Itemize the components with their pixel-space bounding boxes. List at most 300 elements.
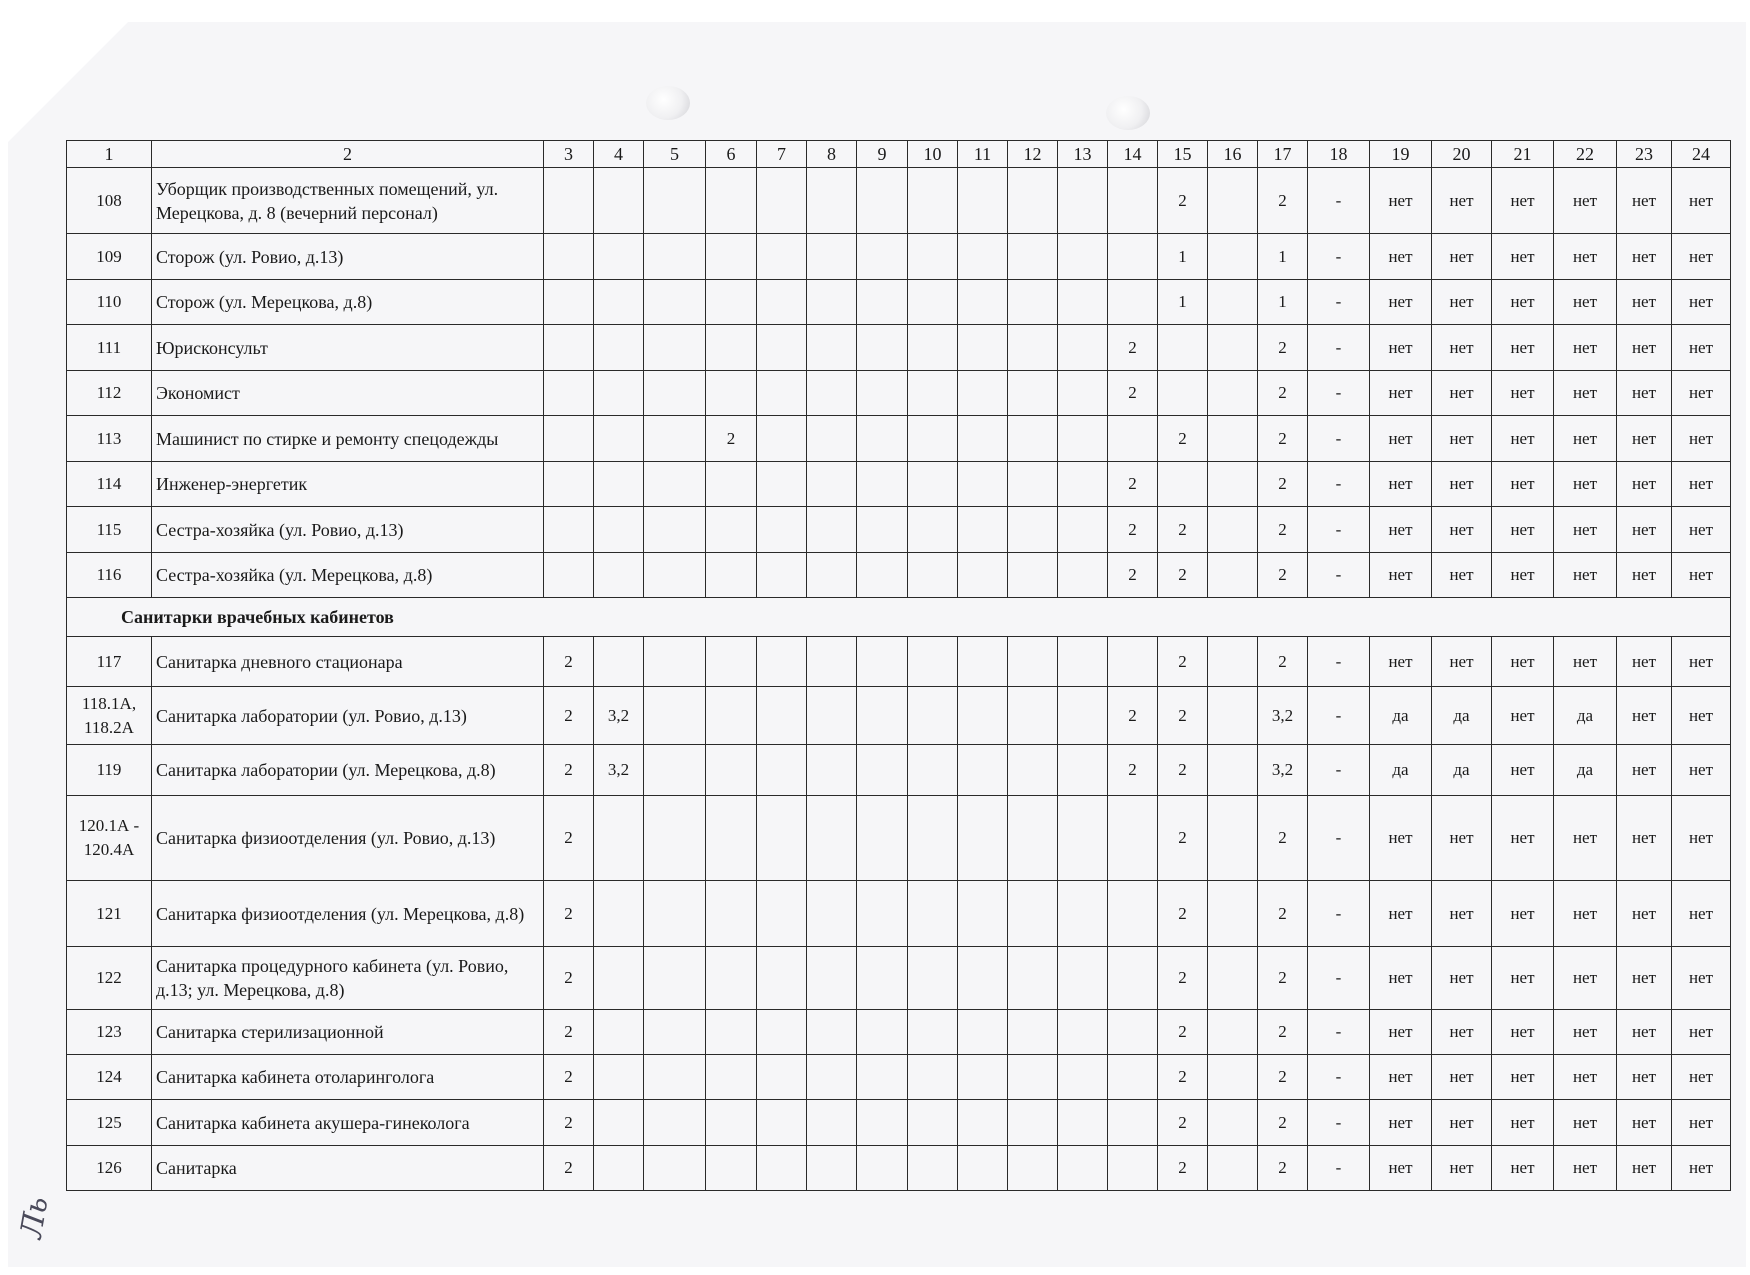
value-cell: да <box>1370 745 1432 796</box>
value-cell <box>1008 507 1058 553</box>
value-cell <box>594 416 644 462</box>
value-cell <box>706 881 757 947</box>
value-cell: - <box>1308 796 1370 881</box>
row-number-cell: 122 <box>67 947 152 1010</box>
value-cell: да <box>1554 745 1617 796</box>
value-cell <box>644 371 706 416</box>
row-number-cell: 116 <box>67 553 152 598</box>
table-row <box>67 745 1731 796</box>
value-cell <box>1058 881 1108 947</box>
value-cell <box>1008 553 1058 598</box>
value-cell <box>644 325 706 371</box>
value-cell: - <box>1308 234 1370 280</box>
value-cell <box>908 687 958 745</box>
value-cell <box>757 462 807 507</box>
row-number-cell: 117 <box>67 637 152 687</box>
value-cell <box>644 507 706 553</box>
value-cell: 2 <box>544 881 594 947</box>
value-cell: - <box>1308 881 1370 947</box>
value-cell <box>1208 637 1258 687</box>
value-cell <box>706 1100 757 1146</box>
value-cell <box>1008 462 1058 507</box>
value-cell <box>807 325 857 371</box>
value-cell <box>706 745 757 796</box>
value-cell <box>757 947 807 1010</box>
value-cell <box>857 1055 908 1100</box>
value-cell: нет <box>1554 881 1617 947</box>
value-cell <box>1208 168 1258 234</box>
value-cell: нет <box>1672 507 1731 553</box>
value-cell: нет <box>1617 507 1672 553</box>
value-cell: 1 <box>1158 234 1208 280</box>
value-cell <box>908 881 958 947</box>
value-cell: нет <box>1672 881 1731 947</box>
value-cell: нет <box>1432 1055 1492 1100</box>
value-cell: да <box>1370 687 1432 745</box>
value-cell <box>1208 507 1258 553</box>
value-cell <box>1058 947 1108 1010</box>
value-cell <box>757 553 807 598</box>
value-cell <box>908 1100 958 1146</box>
value-cell <box>807 1055 857 1100</box>
value-cell: нет <box>1617 687 1672 745</box>
column-number-header: 2 <box>152 141 544 168</box>
value-cell: нет <box>1672 325 1731 371</box>
value-cell: 2 <box>1158 687 1208 745</box>
value-cell <box>544 553 594 598</box>
table-body <box>67 141 1731 1191</box>
value-cell <box>958 796 1008 881</box>
value-cell: нет <box>1554 168 1617 234</box>
value-cell: нет <box>1370 1055 1432 1100</box>
value-cell <box>1058 745 1108 796</box>
job-title-cell: Сторож (ул. Мерецкова, д.8) <box>152 280 544 325</box>
value-cell <box>757 1010 807 1055</box>
job-title-cell: Машинист по стирке и ремонту спецодежды <box>152 416 544 462</box>
table-row <box>67 1055 1731 1100</box>
job-title-cell: Сестра-хозяйка (ул. Ровио, д.13) <box>152 507 544 553</box>
value-cell <box>1108 1100 1158 1146</box>
value-cell <box>706 1055 757 1100</box>
value-cell <box>1208 796 1258 881</box>
value-cell: нет <box>1370 234 1432 280</box>
value-cell <box>706 1146 757 1191</box>
value-cell: 2 <box>1258 1100 1308 1146</box>
value-cell: нет <box>1492 234 1554 280</box>
value-cell: нет <box>1617 947 1672 1010</box>
value-cell: 3,2 <box>1258 687 1308 745</box>
job-title-cell: Санитарка лаборатории (ул. Ровио, д.13) <box>152 687 544 745</box>
value-cell: нет <box>1617 325 1672 371</box>
value-cell: - <box>1308 280 1370 325</box>
value-cell <box>1008 1055 1058 1100</box>
value-cell: нет <box>1617 796 1672 881</box>
value-cell <box>594 637 644 687</box>
value-cell <box>958 462 1008 507</box>
value-cell <box>1058 371 1108 416</box>
value-cell: - <box>1308 325 1370 371</box>
value-cell <box>757 234 807 280</box>
job-title-cell: Санитарка процедурного кабинета (ул. Ровио, д.13; ул. Мерецкова, д.8) <box>152 947 544 1010</box>
value-cell <box>807 507 857 553</box>
value-cell <box>908 280 958 325</box>
value-cell: нет <box>1370 371 1432 416</box>
value-cell: нет <box>1617 1055 1672 1100</box>
value-cell: нет <box>1370 325 1432 371</box>
value-cell <box>1058 1010 1108 1055</box>
value-cell: нет <box>1554 325 1617 371</box>
value-cell: 2 <box>1258 1146 1308 1191</box>
value-cell <box>807 1100 857 1146</box>
value-cell <box>594 325 644 371</box>
value-cell <box>1008 1146 1058 1191</box>
value-cell: нет <box>1672 553 1731 598</box>
value-cell <box>857 687 908 745</box>
value-cell: 2 <box>1158 947 1208 1010</box>
value-cell <box>1008 1100 1058 1146</box>
value-cell <box>958 553 1008 598</box>
value-cell: нет <box>1370 1146 1432 1191</box>
value-cell <box>908 796 958 881</box>
value-cell: - <box>1308 1100 1370 1146</box>
table-row <box>67 507 1731 553</box>
value-cell <box>757 507 807 553</box>
column-number-header: 3 <box>544 141 594 168</box>
table-row <box>67 371 1731 416</box>
value-cell: 2 <box>1108 553 1158 598</box>
value-cell: нет <box>1492 687 1554 745</box>
job-title-cell: Сторож (ул. Ровио, д.13) <box>152 234 544 280</box>
value-cell: 2 <box>544 1146 594 1191</box>
value-cell: нет <box>1370 796 1432 881</box>
value-cell <box>958 1010 1008 1055</box>
value-cell <box>706 637 757 687</box>
value-cell: 2 <box>1258 371 1308 416</box>
value-cell: 2 <box>1108 462 1158 507</box>
value-cell: 2 <box>1108 507 1158 553</box>
value-cell <box>958 1055 1008 1100</box>
value-cell: 2 <box>1258 325 1308 371</box>
value-cell <box>544 280 594 325</box>
job-title-cell: Санитарка <box>152 1146 544 1191</box>
value-cell <box>1058 553 1108 598</box>
value-cell <box>958 325 1008 371</box>
value-cell <box>857 371 908 416</box>
row-number-cell: 113 <box>67 416 152 462</box>
value-cell <box>594 1010 644 1055</box>
column-number-header: 10 <box>908 141 958 168</box>
value-cell: нет <box>1617 462 1672 507</box>
value-cell: нет <box>1370 280 1432 325</box>
value-cell: нет <box>1672 416 1731 462</box>
value-cell: нет <box>1554 234 1617 280</box>
value-cell: нет <box>1492 745 1554 796</box>
value-cell: 2 <box>1258 947 1308 1010</box>
value-cell <box>1208 280 1258 325</box>
value-cell <box>1058 796 1108 881</box>
value-cell: нет <box>1617 745 1672 796</box>
value-cell <box>1008 745 1058 796</box>
value-cell <box>1058 1055 1108 1100</box>
table-row <box>67 168 1731 234</box>
value-cell <box>908 553 958 598</box>
table-row <box>67 1146 1731 1191</box>
value-cell: нет <box>1432 168 1492 234</box>
row-number-cell: 126 <box>67 1146 152 1191</box>
table-row <box>67 796 1731 881</box>
value-cell <box>757 796 807 881</box>
value-cell <box>1008 371 1058 416</box>
value-cell <box>1058 234 1108 280</box>
value-cell <box>706 234 757 280</box>
value-cell: 2 <box>1158 796 1208 881</box>
value-cell <box>544 325 594 371</box>
value-cell <box>1058 507 1108 553</box>
value-cell: нет <box>1432 1010 1492 1055</box>
value-cell <box>594 1146 644 1191</box>
value-cell <box>594 462 644 507</box>
value-cell: нет <box>1672 947 1731 1010</box>
value-cell: нет <box>1672 796 1731 881</box>
value-cell: нет <box>1617 280 1672 325</box>
value-cell <box>958 1100 1008 1146</box>
value-cell <box>1008 637 1058 687</box>
value-cell: нет <box>1554 507 1617 553</box>
value-cell: нет <box>1432 234 1492 280</box>
value-cell <box>544 416 594 462</box>
value-cell: нет <box>1370 1010 1432 1055</box>
value-cell: 2 <box>1258 553 1308 598</box>
value-cell: 2 <box>1258 462 1308 507</box>
value-cell <box>1058 687 1108 745</box>
value-cell <box>1008 687 1058 745</box>
column-number-header: 21 <box>1492 141 1554 168</box>
value-cell: да <box>1432 687 1492 745</box>
value-cell: нет <box>1672 745 1731 796</box>
table-row <box>67 687 1731 745</box>
value-cell <box>857 462 908 507</box>
value-cell: - <box>1308 1010 1370 1055</box>
table-row <box>67 1010 1731 1055</box>
value-cell <box>807 462 857 507</box>
value-cell <box>706 553 757 598</box>
value-cell: - <box>1308 687 1370 745</box>
value-cell: нет <box>1432 462 1492 507</box>
column-number-header: 11 <box>958 141 1008 168</box>
value-cell: да <box>1432 745 1492 796</box>
column-number-header: 22 <box>1554 141 1617 168</box>
value-cell <box>857 1100 908 1146</box>
value-cell: нет <box>1672 462 1731 507</box>
value-cell <box>908 1055 958 1100</box>
value-cell <box>807 416 857 462</box>
column-number-header: 23 <box>1617 141 1672 168</box>
value-cell <box>958 687 1008 745</box>
value-cell <box>706 462 757 507</box>
handwritten-page-mark: Ль <box>13 1194 56 1241</box>
row-number-cell: 118.1А, 118.2А <box>67 687 152 745</box>
value-cell: - <box>1308 637 1370 687</box>
value-cell <box>958 416 1008 462</box>
value-cell: нет <box>1617 553 1672 598</box>
value-cell: нет <box>1370 462 1432 507</box>
value-cell: нет <box>1554 371 1617 416</box>
value-cell <box>857 553 908 598</box>
value-cell: 3,2 <box>1258 745 1308 796</box>
value-cell: нет <box>1370 553 1432 598</box>
value-cell <box>1108 637 1158 687</box>
value-cell: 2 <box>1158 1146 1208 1191</box>
table-row <box>67 947 1731 1010</box>
value-cell <box>644 280 706 325</box>
job-title-cell: Экономист <box>152 371 544 416</box>
value-cell <box>757 325 807 371</box>
job-title-cell: Санитарка кабинета акушера-гинеколога <box>152 1100 544 1146</box>
value-cell <box>1108 416 1158 462</box>
row-number-cell: 114 <box>67 462 152 507</box>
value-cell: 2 <box>1258 881 1308 947</box>
job-title-cell: Санитарка кабинета отоларинголога <box>152 1055 544 1100</box>
value-cell <box>1058 1146 1108 1191</box>
column-number-header: 12 <box>1008 141 1058 168</box>
value-cell: - <box>1308 462 1370 507</box>
value-cell <box>908 462 958 507</box>
value-cell <box>1158 371 1208 416</box>
group-header-row <box>67 598 1731 637</box>
value-cell <box>1208 416 1258 462</box>
value-cell <box>757 371 807 416</box>
column-number-header: 4 <box>594 141 644 168</box>
row-number-cell: 111 <box>67 325 152 371</box>
value-cell <box>644 462 706 507</box>
value-cell: 2 <box>544 745 594 796</box>
value-cell <box>908 168 958 234</box>
value-cell <box>1208 553 1258 598</box>
value-cell <box>757 745 807 796</box>
value-cell: 2 <box>1158 416 1208 462</box>
row-number-cell: 125 <box>67 1100 152 1146</box>
value-cell: нет <box>1370 168 1432 234</box>
folded-corner <box>0 0 150 150</box>
value-cell: 2 <box>544 947 594 1010</box>
value-cell: нет <box>1492 796 1554 881</box>
value-cell <box>908 1146 958 1191</box>
value-cell <box>594 1100 644 1146</box>
value-cell <box>1108 947 1158 1010</box>
value-cell <box>1208 234 1258 280</box>
value-cell: нет <box>1672 687 1731 745</box>
value-cell: нет <box>1370 947 1432 1010</box>
value-cell: 2 <box>1158 507 1208 553</box>
value-cell: нет <box>1492 881 1554 947</box>
value-cell <box>1008 947 1058 1010</box>
punch-hole-left <box>646 86 690 120</box>
value-cell: нет <box>1554 553 1617 598</box>
value-cell <box>857 325 908 371</box>
value-cell <box>1208 947 1258 1010</box>
value-cell: нет <box>1492 416 1554 462</box>
value-cell <box>807 947 857 1010</box>
value-cell <box>1108 881 1158 947</box>
work-conditions-table <box>66 140 1731 1191</box>
value-cell <box>1158 325 1208 371</box>
value-cell: - <box>1308 1146 1370 1191</box>
value-cell: да <box>1554 687 1617 745</box>
value-cell <box>908 1010 958 1055</box>
value-cell: нет <box>1492 507 1554 553</box>
value-cell <box>706 371 757 416</box>
value-cell <box>544 462 594 507</box>
value-cell: нет <box>1492 280 1554 325</box>
value-cell <box>1108 280 1158 325</box>
column-number-header: 17 <box>1258 141 1308 168</box>
value-cell: нет <box>1672 1055 1731 1100</box>
value-cell <box>807 553 857 598</box>
value-cell: 2 <box>1158 745 1208 796</box>
value-cell <box>1058 168 1108 234</box>
value-cell <box>594 371 644 416</box>
value-cell <box>958 371 1008 416</box>
value-cell <box>1058 462 1108 507</box>
value-cell: нет <box>1492 168 1554 234</box>
value-cell <box>1208 1146 1258 1191</box>
value-cell <box>757 1100 807 1146</box>
value-cell <box>1058 1100 1108 1146</box>
job-title-cell: Санитарка дневного стационара <box>152 637 544 687</box>
table-row <box>67 416 1731 462</box>
value-cell: нет <box>1617 234 1672 280</box>
value-cell <box>644 687 706 745</box>
value-cell <box>1008 796 1058 881</box>
value-cell: нет <box>1492 325 1554 371</box>
row-number-cell: 119 <box>67 745 152 796</box>
value-cell <box>1058 325 1108 371</box>
value-cell <box>1158 462 1208 507</box>
job-title-cell: Санитарка физиоотделения (ул. Ровио, д.13) <box>152 796 544 881</box>
job-title-cell: Уборщик производственных помещений, ул. Мерецкова, д. 8 (вечерний персонал) <box>152 168 544 234</box>
job-title-cell: Санитарка лаборатории (ул. Мерецкова, д.8) <box>152 745 544 796</box>
value-cell: 3,2 <box>594 687 644 745</box>
value-cell: нет <box>1554 416 1617 462</box>
value-cell <box>807 1010 857 1055</box>
value-cell: нет <box>1554 796 1617 881</box>
value-cell <box>1208 881 1258 947</box>
value-cell: нет <box>1432 507 1492 553</box>
value-cell <box>594 881 644 947</box>
row-number-cell: 109 <box>67 234 152 280</box>
value-cell: 2 <box>1158 1010 1208 1055</box>
value-cell <box>857 637 908 687</box>
value-cell: нет <box>1432 881 1492 947</box>
value-cell: 2 <box>1158 637 1208 687</box>
value-cell <box>1208 1010 1258 1055</box>
value-cell: 2 <box>544 1055 594 1100</box>
value-cell <box>1008 168 1058 234</box>
value-cell <box>1008 234 1058 280</box>
value-cell <box>594 796 644 881</box>
value-cell <box>644 745 706 796</box>
value-cell: - <box>1308 371 1370 416</box>
value-cell <box>908 234 958 280</box>
value-cell <box>757 1146 807 1191</box>
value-cell: нет <box>1554 1100 1617 1146</box>
value-cell: нет <box>1370 637 1432 687</box>
column-number-header: 15 <box>1158 141 1208 168</box>
value-cell: - <box>1308 416 1370 462</box>
value-cell: нет <box>1432 280 1492 325</box>
job-title-cell: Санитарка физиоотделения (ул. Мерецкова, д.8) <box>152 881 544 947</box>
value-cell <box>1208 1100 1258 1146</box>
